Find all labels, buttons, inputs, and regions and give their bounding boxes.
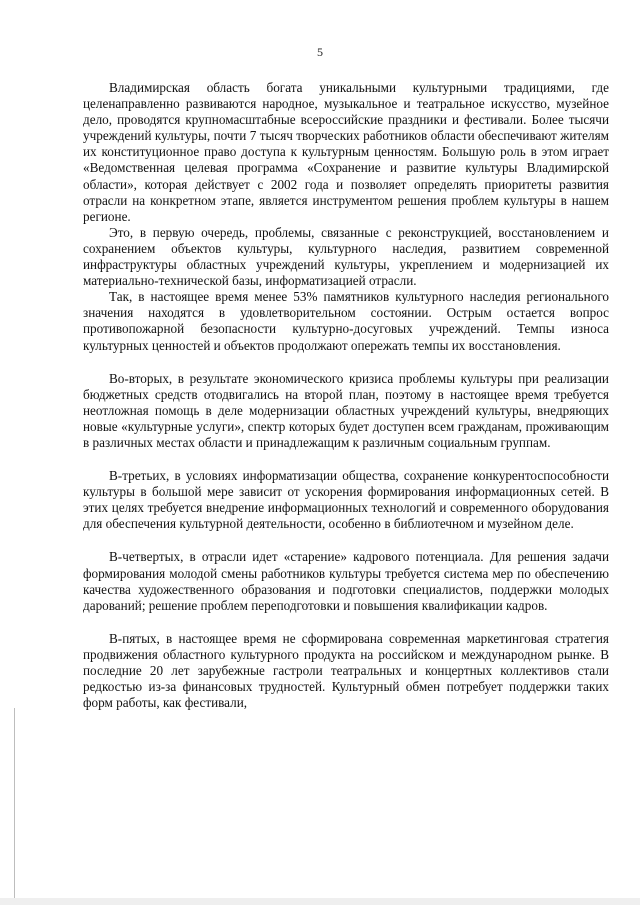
paragraph-gap	[83, 354, 609, 371]
paragraph-gap	[83, 532, 609, 549]
paragraph-gap	[83, 614, 609, 631]
paragraph-region-traditions: Владимирская область богата уникальными культурными традициями, где целенаправленно развиваются народное, музыкальное и театральное искусство, музейное дело, проводятся крупномасштабные всероссийские праздники и фестивали. Более тысячи учреждений культуры, почти 7 тысяч творческих работников области обеспечивают жителям их конституционное право доступа к культурным ценностям. Большую роль в этом играет «Ведомственная целевая программа «Сохранение и развитие культуры Владимирской области», которая действует с 2002 года и позволяет определять приоритеты развития отрасли на конкретном этапе, является инструментом решения проблем культуры в нашем регионе.	[83, 80, 609, 224]
paragraph-fourth-problems: В-четвертых, в отрасли идет «старение» кадрового потенциала. Для решения задачи формирования молодой смены работников культуры требуется система мер по обеспечению качества художественного образования и подготовки специалистов, поддержки молодых дарований; решение проблем переподготовки и повышения квалификации кадров.	[83, 549, 609, 613]
paragraph-heritage-condition: Так, в настоящее время менее 53% памятников культурного наследия регионального значения находятся в удовлетворительном состоянии. Острым остается вопрос противопожарной безопасности культурно-досуговых учреждений. Темпы износа культурных ценностей и объектов продолжают опережать темпы их восстановления.	[83, 289, 609, 353]
paragraph-first-problems: Это, в первую очередь, проблемы, связанные с реконструкцией, восстановлением и сохранением объектов культуры, культурного наследия, развитием современной инфраструктуры областных учреждений культуры, укреплением и модернизацией их материально-технической базы, информатизацией отрасли.	[83, 224, 609, 289]
page-number: 5	[317, 45, 323, 59]
scan-margin-line	[14, 708, 15, 905]
paragraph-third-problems: В-третьих, в условиях информатизации общества, сохранение конкурентоспособности культуры в большой мере зависит от ускорения формирования информационных сетей. В этих целях требуется внедрение информационных технологий и современного оборудования для обеспечения культурной деятельности, особенно в библиотечном и музейном деле.	[83, 468, 609, 532]
scan-bottom-edge	[0, 898, 640, 905]
document-body	[83, 80, 609, 711]
paragraph-gap	[83, 451, 609, 468]
paragraph-fifth-problems: В-пятых, в настоящее время не сформирована современная маркетинговая стратегия продвижения областного культурного продукта на российском и международном рынке. В последние 20 лет зарубежные гастроли театральных и концертных коллективов стали редкостью из-за финансовых трудностей. Культурный обмен потребует поддержки таких форм работы, как фестивали,	[83, 630, 609, 711]
paragraph-second-problems: Во-вторых, в результате экономического кризиса проблемы культуры при реализации бюджетных средств отодвигались на второй план, поэтому в настоящее время требуется неотложная помощь в деле модернизации областных учреждений культуры, внедряющих новые «культурные услуги», спектр которых будет доступен всем гражданам, проживающим в различных местах области и принадлежащим к различным социальным группам.	[83, 370, 609, 450]
